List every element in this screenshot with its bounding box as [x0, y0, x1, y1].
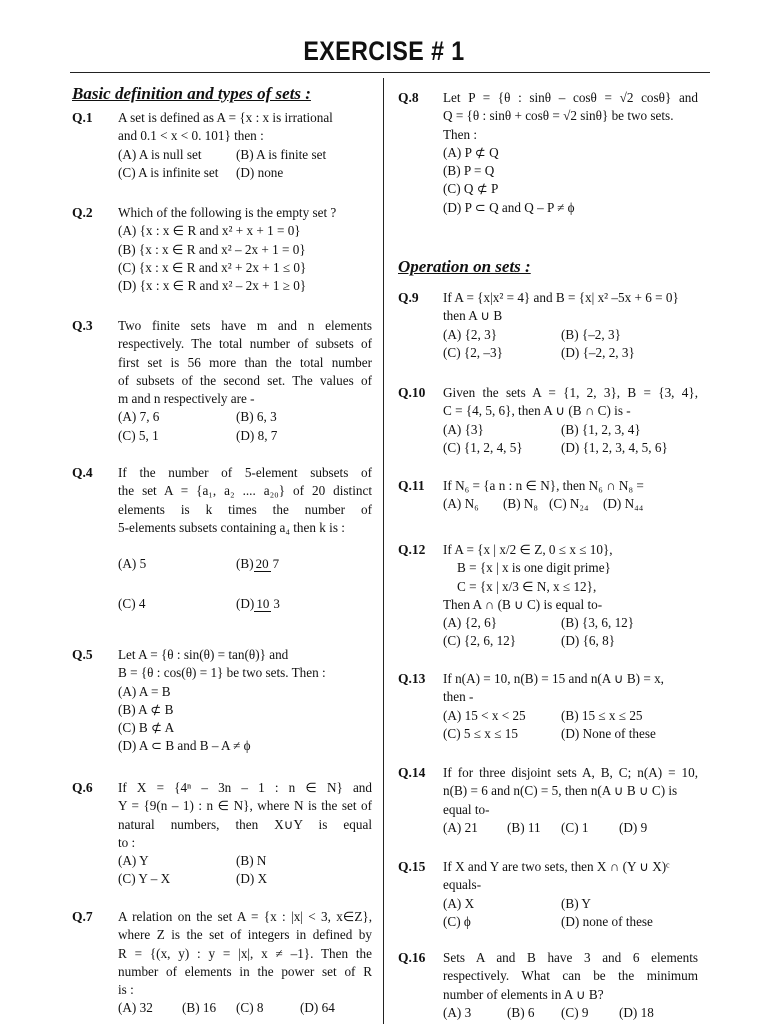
option-a: (A) {2, 6}: [443, 615, 498, 631]
question-number: Q.15: [398, 859, 426, 874]
section-heading-basic: Basic definition and types of sets :: [72, 84, 311, 103]
option-d: (D) 64: [300, 1000, 335, 1016]
option-d: (D): [236, 596, 255, 612]
option-c: (C) ϕ: [443, 913, 471, 929]
option-a: (A) X: [443, 895, 475, 911]
option-a: (A) A is null set: [118, 146, 202, 162]
option-a: (A) P ⊄ Q: [443, 144, 499, 160]
option-c: (C) A is infinite set: [118, 164, 219, 180]
option-d: (D) N₄₄: [603, 496, 644, 512]
option-b-fraction: 20 7: [255, 556, 280, 572]
question-text: then -: [443, 689, 474, 705]
section-heading-operation: Operation on sets :: [398, 257, 531, 276]
question-text: C = {4, 5, 6}, then A ∪ (B ∩ C) is -: [443, 403, 631, 419]
option-a: (A) {2, 3}: [443, 326, 498, 342]
question-text: Let P = {θ : sinθ – cosθ = √2 cosθ} and: [443, 90, 698, 105]
option-c: (C) N₂₄: [549, 496, 589, 512]
option-c: (C) 5, 1: [118, 427, 159, 443]
question-text: B = {θ : cos(θ) = 1} be two sets. Then :: [118, 665, 326, 681]
option-b: (B) {1, 2, 3, 4}: [561, 421, 641, 437]
question-text: A set is defined as A = {x : x is irrational: [118, 110, 333, 125]
option-c: (C) 5 ≤ x ≤ 15: [443, 725, 518, 741]
option-a: (A) 3: [443, 1004, 472, 1020]
option-a: (A) 7, 6: [118, 409, 160, 425]
question-text: equal to-: [443, 801, 490, 817]
option-a: (A) {3}: [443, 421, 484, 437]
question-text: C = {x | x/3 ∈ N, x ≤ 12},: [457, 578, 597, 594]
question-number: Q.8: [398, 90, 419, 105]
option-d-fraction: 10 3: [256, 596, 280, 612]
question-number: Q.16: [398, 950, 426, 965]
question-number: Q.9: [398, 290, 419, 305]
option-b: (B) 15 ≤ x ≤ 25: [561, 707, 643, 723]
option-c: (C) {x : x ∈ R and x² + 2x + 1 ≤ 0}: [118, 259, 307, 275]
question-text: number of elements in A ∪ B?: [443, 986, 604, 1002]
question-text: A relation on the set A = {x : |x| < 3, x∈Z},: [118, 909, 372, 924]
question-text: If N₆ = {a n : n ∈ N}, then N₆ ∩ N₈ =: [443, 478, 644, 493]
option-d: (D) {x : x ∈ R and x² – 2x + 1 ≥ 0}: [118, 278, 307, 294]
question-text: Then A ∩ (B ∪ C) is equal to-: [443, 596, 603, 612]
question-number: Q.4: [72, 465, 93, 480]
column-divider: [383, 78, 384, 1024]
option-a: (A) 15 < x < 25: [443, 707, 526, 723]
option-a: (A) 32: [118, 1000, 153, 1016]
option-b: (B): [236, 556, 254, 572]
option-c: (C) {2, 6, 12}: [443, 633, 517, 649]
option-b: (B) N: [236, 853, 267, 869]
question-number: Q.6: [72, 780, 93, 795]
question-text: Then :: [443, 126, 478, 142]
question-text: R = {(x, y) : y = |x|, x ≠ –1}. Then the: [118, 945, 372, 961]
option-d: (D) {1, 2, 3, 4, 5, 6}: [561, 439, 668, 455]
question-text: Q = {θ : sinθ + cosθ = √2 sinθ} be two sets.: [443, 108, 674, 124]
question-text: If n(A) = 10, n(B) = 15 and n(A ∪ B) = x,: [443, 671, 664, 686]
option-a: (A) Y: [118, 853, 149, 869]
option-a: (A) {x : x ∈ R and x² + x + 1 = 0}: [118, 223, 301, 239]
question-text: is :: [118, 982, 134, 998]
option-a: (A) A = B: [118, 683, 171, 699]
question-text: where Z is the set of integers in defined by: [118, 927, 372, 943]
option-b: (B) Y: [561, 895, 591, 911]
option-b: (B) P = Q: [443, 163, 495, 179]
question-text: and 0.1 < x < 0. 101} then :: [118, 128, 264, 144]
option-b: (B) 6: [507, 1004, 535, 1020]
question-text: Given the sets A = {1, 2, 3}, B = {3, 4},: [443, 385, 698, 400]
question-number: Q.10: [398, 385, 426, 400]
option-a: (A) 21: [443, 819, 478, 835]
question-number: Q.11: [398, 478, 425, 493]
option-b: (B) A ⊄ B: [118, 701, 174, 717]
option-b: (B) {–2, 3}: [561, 326, 621, 342]
option-d: (D) X: [236, 871, 268, 887]
question-text: respectively. What can be the minimum: [443, 968, 698, 984]
question-number: Q.13: [398, 671, 426, 686]
option-c: (C) {1, 2, 4, 5}: [443, 439, 523, 455]
option-d: (D) None of these: [561, 725, 656, 741]
option-c: (C) 9: [561, 1004, 589, 1020]
option-d: (D) {6, 8}: [561, 633, 616, 649]
option-d: (D) A ⊂ B and B – A ≠ ϕ: [118, 738, 251, 754]
option-a: (A) 5: [118, 556, 147, 572]
option-c: (C) Q ⊄ P: [443, 181, 499, 197]
question-text: number of elements in the power set of R: [118, 963, 372, 979]
question-text: m and n respectively are -: [118, 391, 255, 407]
option-c: (C) 1: [561, 819, 589, 835]
question-text: n(B) = 6 and n(C) = 5, then n(A ∪ B ∪ C) is: [443, 783, 678, 799]
option-b: (B) N₈: [503, 496, 538, 512]
question-text: Y = {9(n – 1) : n ∈ N}, where N is the set of: [118, 798, 372, 814]
option-a: (A) N₆: [443, 496, 479, 512]
question-number: Q.7: [72, 909, 93, 924]
question-number: Q.3: [72, 318, 93, 333]
option-b: (B) 6, 3: [236, 409, 277, 425]
question-text: If for three disjoint sets A, B, C; n(A) = 10,: [443, 765, 698, 780]
option-b: (B) {x : x ∈ R and x² – 2x + 1 = 0}: [118, 241, 306, 257]
option-d: (D) 9: [619, 819, 648, 835]
question-text: the set A = {a₁, a₂ .... a₂₀} of 20 distinct: [118, 483, 372, 499]
title-divider: [70, 72, 710, 73]
question-text: Two finite sets have m and n elements: [118, 318, 372, 333]
page-title: EXERCISE # 1: [303, 36, 465, 66]
question-text: Which of the following is the empty set ?: [118, 205, 337, 220]
question-number: Q.14: [398, 765, 426, 780]
question-text: If X = {4ⁿ – 3n – 1 : n ∈ N} and: [118, 780, 372, 795]
question-text: If the number of 5-element subsets of: [118, 465, 372, 480]
option-c: (C) {2, –3}: [443, 344, 503, 360]
option-c: (C) 4: [118, 596, 146, 612]
question-text: 5-elements subsets containing a₄ then k is :: [118, 519, 345, 535]
question-text: natural numbers, then X∪Y is equal: [118, 816, 372, 832]
option-d: (D) 8, 7: [236, 427, 278, 443]
question-text: If A = {x|x² = 4} and B = {x| x² –5x + 6 = 0}: [443, 290, 679, 305]
question-text: of subsets of the second set. The values of: [118, 372, 372, 388]
option-d: (D) 18: [619, 1004, 654, 1020]
option-b: (B) 16: [182, 1000, 217, 1016]
option-d: (D) none: [236, 164, 284, 180]
question-text: If X and Y are two sets, then X ∩ (Y ∪ X)ᶜ: [443, 859, 670, 874]
option-b: (B) 11: [507, 819, 541, 835]
question-text: elements is k times the number of: [118, 501, 372, 517]
question-text: Let A = {θ : sin(θ) = tan(θ)} and: [118, 647, 289, 662]
question-number: Q.12: [398, 542, 426, 557]
question-text: first set is 56 more than the total number: [118, 354, 372, 370]
question-text: Sets A and B have 3 and 6 elements: [443, 950, 698, 965]
question-text: to :: [118, 834, 136, 850]
option-d: (D) {–2, 2, 3}: [561, 344, 635, 360]
question-text: then A ∪ B: [443, 308, 503, 324]
question-text: B = {x | x is one digit prime}: [457, 560, 611, 576]
question-text: If A = {x | x/2 ∈ Z, 0 ≤ x ≤ 10},: [443, 542, 613, 557]
question-number: Q.2: [72, 205, 93, 220]
option-d: (D) none of these: [561, 913, 653, 929]
option-c: (C) B ⊄ A: [118, 720, 175, 736]
option-c: (C) Y – X: [118, 871, 171, 887]
option-b: (B) {3, 6, 12}: [561, 615, 635, 631]
question-text: equals-: [443, 877, 482, 893]
option-d: (D) P ⊂ Q and Q – P ≠ ϕ: [443, 199, 575, 215]
option-c: (C) 8: [236, 1000, 264, 1016]
question-number: Q.1: [72, 110, 93, 125]
question-text: respectively. The total number of subsets of: [118, 336, 372, 352]
question-number: Q.5: [72, 647, 93, 662]
option-b: (B) A is finite set: [236, 146, 327, 162]
